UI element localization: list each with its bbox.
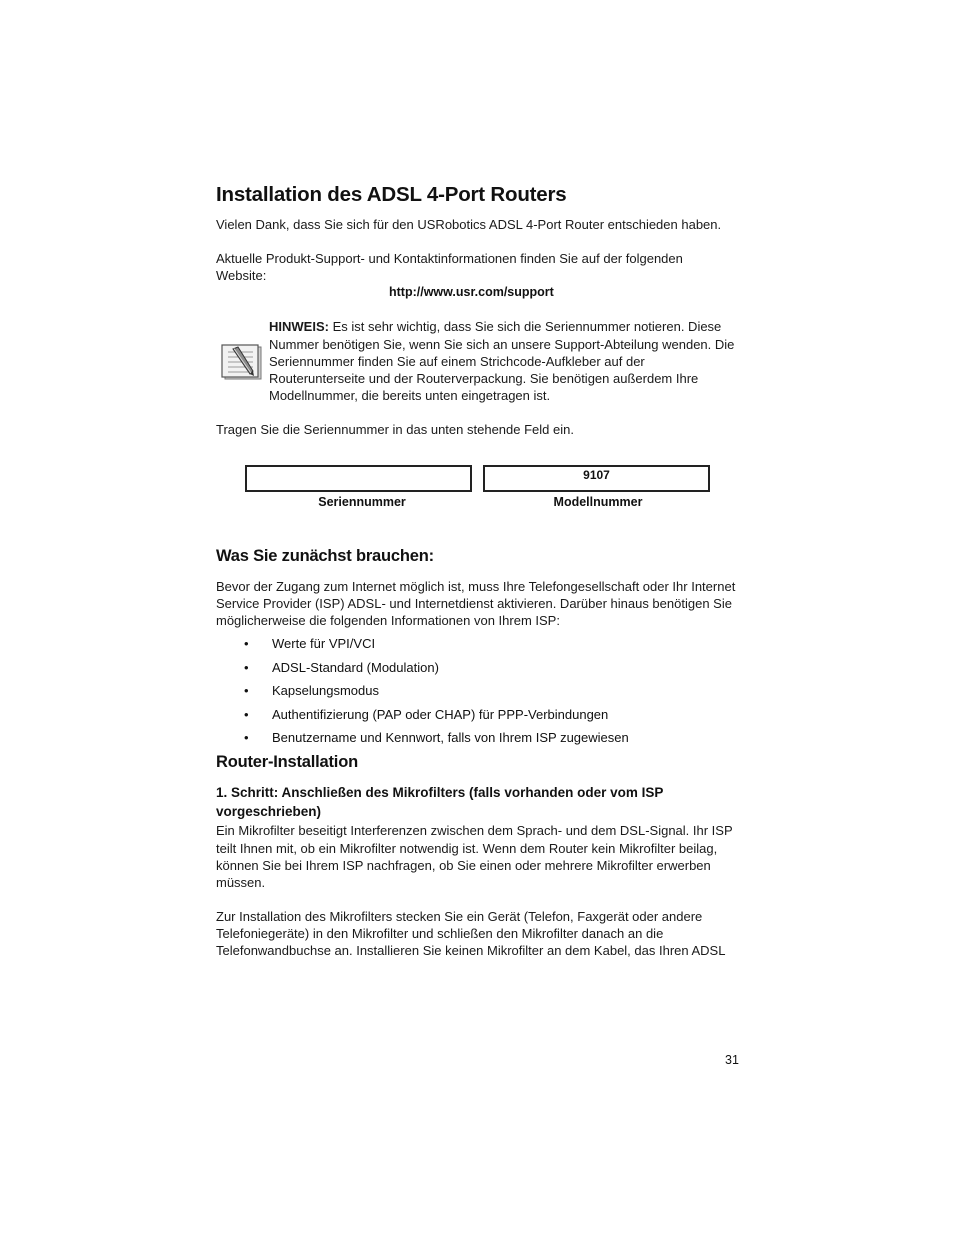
bullet: • bbox=[244, 659, 249, 675]
list-item bbox=[244, 635, 744, 659]
step1-para1-line-1: Ein Mikrofilter beseitigt Interferenzen zwischen dem Sprach- und dem DSL-Signal. Ihr ISP bbox=[216, 823, 733, 838]
serial-instruction-text: Tragen Sie die Seriennummer in das unten stehende Feld ein. bbox=[216, 422, 574, 437]
requirements-heading: Was Sie zunächst brauchen: bbox=[216, 547, 434, 565]
note-line-5: Modellnummer, die bereits unten eingetragen ist. bbox=[269, 388, 551, 403]
bullet: • bbox=[244, 706, 249, 722]
serial-number-field[interactable] bbox=[245, 465, 472, 492]
model-number-value: 9107 bbox=[583, 468, 610, 482]
list-item bbox=[244, 729, 744, 753]
support-info-line-1: Aktuelle Produkt-Support- und Kontaktinformationen finden Sie auf der folgenden bbox=[216, 251, 683, 266]
note-label: HINWEIS: bbox=[269, 319, 329, 334]
list-item bbox=[244, 682, 744, 706]
requirements-list bbox=[244, 635, 744, 753]
bullet: • bbox=[244, 683, 249, 698]
bullet: • bbox=[244, 730, 249, 745]
model-number-field bbox=[483, 465, 710, 492]
requirements-para-line-2: Service Provider (ISP) ADSL- und Internetdienst aktivieren. Darüber hinaus benötigen Sie bbox=[216, 596, 732, 611]
list-item bbox=[244, 706, 744, 730]
step1-heading-line-2: vorgeschrieben) bbox=[216, 804, 322, 819]
step1-para1-line-4: müssen. bbox=[216, 875, 266, 890]
step1-para2-line-3: Telefonwandbuchse an. Installieren Sie keinen Mikrofilter an dem Kabel, das Ihren ADSL bbox=[216, 943, 726, 958]
list-item-text: Authentifizierung (PAP oder CHAP) für PPP-Verbindungen bbox=[272, 706, 609, 722]
note-line-2: Nummer benötigen Sie, wenn Sie sich an unsere Support-Abteilung wenden. Die bbox=[269, 337, 735, 352]
list-item-text: ADSL-Standard (Modulation) bbox=[272, 659, 439, 675]
list-item-text: Werte für VPI/VCI bbox=[272, 636, 376, 651]
serial-number-label: Seriennummer bbox=[318, 495, 406, 509]
step1-para2-line-2: Telefoniegeräte) in den Mikrofilter und schließen den Mikrofilter danach an die bbox=[216, 926, 664, 941]
note-line-1-text: Es ist sehr wichtig, dass Sie sich die Seriennummer notieren. Diese bbox=[328, 319, 722, 334]
installation-heading: Router-Installation bbox=[216, 753, 358, 771]
bullet: • bbox=[244, 636, 249, 651]
requirements-para-line-3: möglicherweise die folgenden Informationen von Ihrem ISP: bbox=[216, 613, 560, 628]
step1-para2-line-1: Zur Installation des Mikrofilters stecken Sie ein Gerät (Telefon, Faxgerät oder andere bbox=[216, 909, 703, 924]
notepad-pencil-icon bbox=[219, 343, 263, 381]
support-info-line-2: Website: bbox=[216, 268, 267, 283]
list-item bbox=[244, 659, 744, 683]
page-number: 31 bbox=[725, 1053, 739, 1067]
thanks-text: Vielen Dank, dass Sie sich für den USRobotics ADSL 4-Port Router entschieden haben. bbox=[216, 217, 722, 232]
support-url-link[interactable]: http://www.usr.com/support bbox=[389, 285, 554, 299]
page-title: Installation des ADSL 4-Port Routers bbox=[216, 183, 567, 206]
requirements-para-line-1: Bevor der Zugang zum Internet möglich ist, muss Ihre Telefongesellschaft oder Ihr Internet bbox=[216, 579, 736, 594]
note-line-3: Seriennummer finden Sie auf einem Strichcode-Aufkleber auf der bbox=[269, 354, 645, 369]
list-item-text: Kapselungsmodus bbox=[272, 683, 379, 698]
step1-para1-line-3: können Sie bei Ihrem ISP nachfragen, ob Sie einen oder mehrere Mikrofilter erwerben bbox=[216, 858, 711, 873]
list-item-text: Benutzername und Kennwort, falls von Ihrem ISP zugewiesen bbox=[272, 730, 629, 745]
note-line-4: Routerunterseite und der Routerverpackung. Sie benötigen außerdem Ihre bbox=[269, 371, 699, 386]
step1-heading-line-1: 1. Schritt: Anschließen des Mikrofilters (falls vorhanden oder vom ISP bbox=[216, 785, 664, 800]
step1-para1-line-2: teilt Ihnen mit, ob ein Mikrofilter notwendig ist. Wenn dem Router kein Mikrofilter beilag, bbox=[216, 841, 718, 856]
note-line-1 bbox=[269, 318, 721, 335]
model-number-label: Modellnummer bbox=[553, 495, 643, 509]
